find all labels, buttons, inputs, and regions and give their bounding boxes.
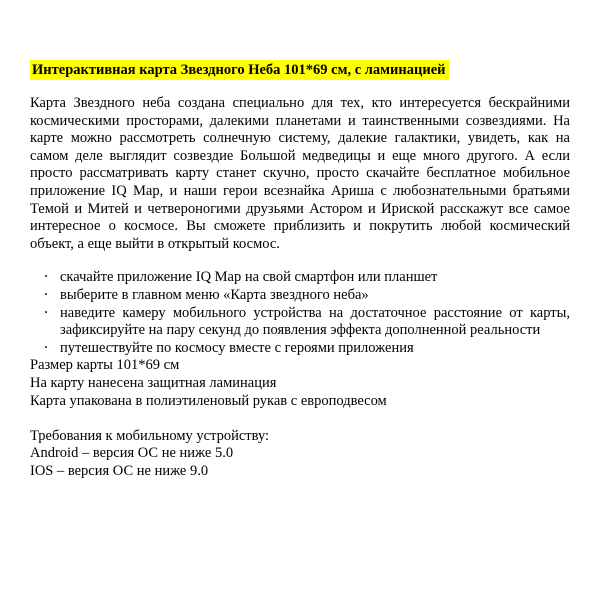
list-item bbox=[30, 340, 570, 358]
requirements-heading: Требования к мобильному устройству: bbox=[30, 427, 270, 444]
instructions-list bbox=[30, 269, 570, 357]
requirement-android: Android – версия ОС не ниже 5.0 bbox=[30, 445, 234, 462]
page-title-highlight: Интерактивная карта Звездного Неба 101*69 см, с ламинацией bbox=[30, 60, 449, 80]
list-item bbox=[30, 269, 570, 287]
list-item bbox=[30, 287, 570, 305]
list-item-text: путешествуйте по космосу вместе с героями приложения bbox=[60, 339, 414, 356]
fact-packaging: Карта упакована в полиэтиленовый рукав с европодвесом bbox=[30, 392, 387, 409]
list-item-text: выберите в главном меню «Карта звездного неба» bbox=[60, 286, 369, 303]
page-title bbox=[30, 60, 570, 80]
bullet-icon: · bbox=[44, 339, 49, 354]
fact-size: Размер карты 101*69 см bbox=[30, 357, 180, 374]
bullet-icon: · bbox=[44, 304, 49, 319]
requirement-ios: IOS – версия ОС не ниже 9.0 bbox=[30, 462, 209, 479]
fact-lamination: На карту нанесена защитная ламинация bbox=[30, 374, 277, 391]
intro-paragraph: Карта Звездного неба создана специально для тех, кто интересуется бескрайними космическими просторами, далекими планетами и таинственными созвездиями. На карте можно рассмотреть солнечную систему, далекие галактики, увидеть, как на самом деле выглядит созвездие Большой медведицы и еще много другого. А если просто рассматривать карту станет скучно, просто скачайте бесплатное мобильное приложение IQ Map, и наши герои всезнайка Ариша с любознательными братьями Темой и Митей и четвероногими друзьями Астором и Ириской расскажут все самое интересное о космосе. Вы сможете приблизить и покрутить любой космический объект, а еще выйти в открытый космос. bbox=[30, 95, 570, 252]
list-item-text: скачайте приложение IQ Map на свой смартфон или планшет bbox=[60, 269, 438, 286]
bullet-icon: · bbox=[44, 286, 49, 301]
list-item-text: наведите камеру мобильного устройства на достаточное расстояние от карты, зафиксируйте на пару секунд до появления эффекта дополненной реальности bbox=[60, 304, 570, 339]
bullet-icon: · bbox=[44, 269, 49, 284]
spacer bbox=[30, 410, 570, 428]
list-item bbox=[30, 305, 570, 340]
